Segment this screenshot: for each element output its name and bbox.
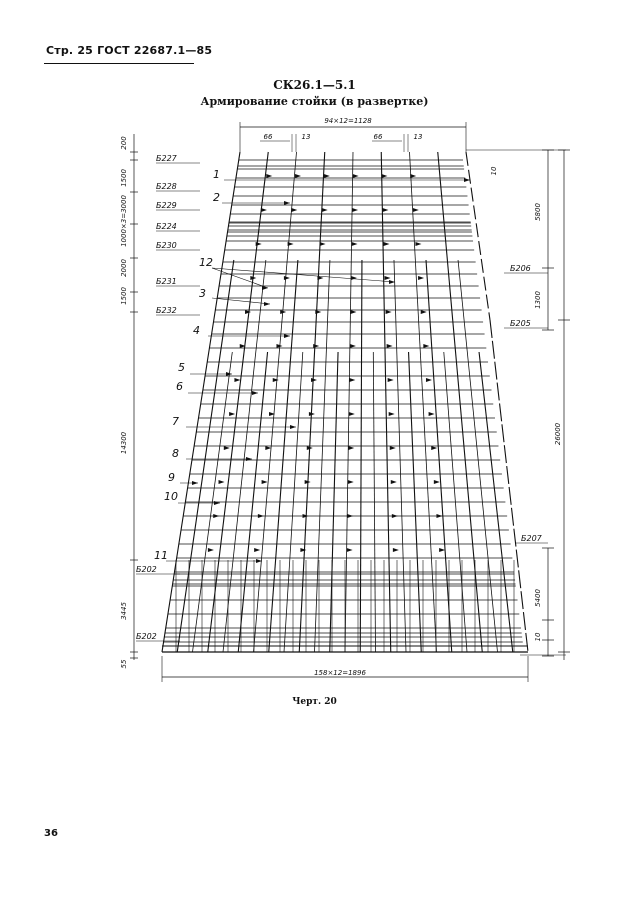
- marker-7: 7: [172, 415, 179, 428]
- page-number: 36: [44, 828, 58, 839]
- dim-right-10-top: 10: [490, 166, 498, 176]
- bar-label-b227: Б227: [156, 154, 177, 163]
- marker-8: 8: [172, 447, 179, 460]
- dim-top-13-right: 13: [413, 133, 423, 141]
- bar-label-b202-upper: Б202: [136, 565, 157, 574]
- marker-12: 12: [199, 256, 213, 269]
- bar-label-b202-lower: Б202: [136, 632, 157, 641]
- marker-10: 10: [164, 490, 178, 503]
- dim-right-5400: 5400: [534, 589, 542, 607]
- bar-label-b232: Б232: [156, 306, 177, 315]
- dim-bottom-total: 158×12=1896: [314, 669, 366, 677]
- dim-top-66-left: 66: [263, 133, 273, 141]
- drawing-caption: Черт. 20: [292, 697, 337, 707]
- drawing-subtitle: Армирование стойки (в развертке): [200, 95, 429, 108]
- dim-right-1300: 1300: [534, 291, 542, 309]
- bar-label-b230: Б230: [156, 241, 177, 250]
- dim-top-13-left: 13: [301, 133, 311, 141]
- dim-right-5800: 5800: [534, 203, 542, 221]
- bar-label-b224: Б224: [156, 222, 177, 231]
- dim-right-26000: 26000: [554, 422, 562, 446]
- marker-4: 4: [193, 324, 200, 337]
- bar-label-b206: Б206: [510, 264, 531, 273]
- bar-label-b229: Б229: [156, 201, 177, 210]
- dim-top-66-right: 66: [373, 133, 383, 141]
- dim-left-2000: 2000: [120, 259, 128, 277]
- dim-left-1500: 1500: [120, 169, 128, 187]
- dim-left-3000: 1000×3=3000: [120, 195, 128, 247]
- bar-label-b205: Б205: [510, 319, 531, 328]
- dim-left-1500b: 1500: [120, 287, 128, 305]
- dim-left-55: 55: [120, 659, 128, 669]
- bar-label-b207: Б207: [521, 534, 542, 543]
- marker-1: 1: [213, 168, 220, 181]
- marker-6: 6: [176, 380, 183, 393]
- dim-left-3445: 3445: [120, 602, 128, 620]
- marker-3: 3: [199, 287, 206, 300]
- page-header: Стр. 25 ГОСТ 22687.1—85: [46, 44, 213, 57]
- dim-left-200: 200: [120, 136, 128, 150]
- marker-2: 2: [213, 191, 220, 204]
- drawing-code: СК26.1—5.1: [273, 78, 356, 92]
- marker-9: 9: [168, 471, 175, 484]
- dim-right-10-bottom: 10: [534, 632, 542, 642]
- bar-label-b231: Б231: [156, 277, 177, 286]
- marker-5: 5: [178, 361, 185, 374]
- dim-left-14300: 14300: [120, 431, 128, 455]
- marker-11: 11: [154, 549, 168, 562]
- bar-label-b228: Б228: [156, 182, 177, 191]
- dim-top-total: 94×12=1128: [324, 117, 372, 125]
